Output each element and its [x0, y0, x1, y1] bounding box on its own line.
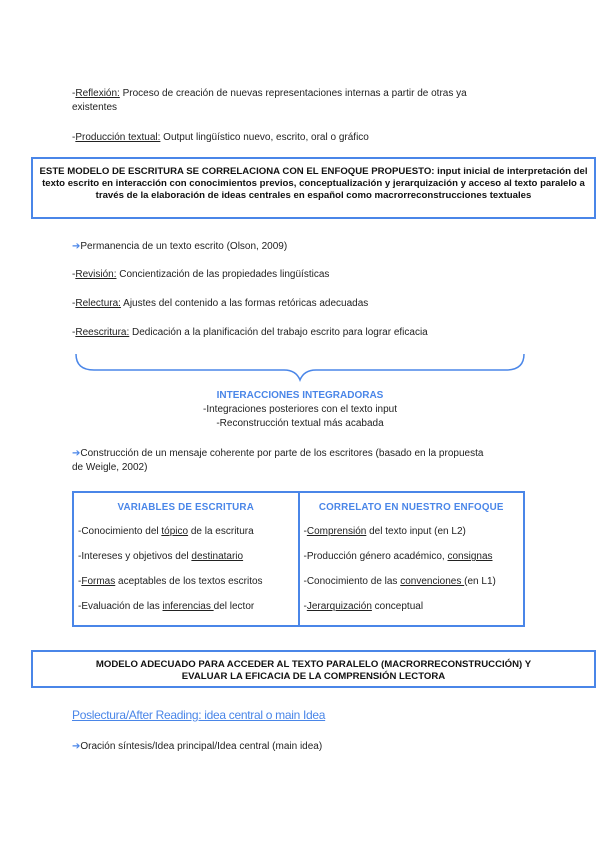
reflexion-paragraph: -Reflexión: Proceso de creación de nuevas representaciones internas a partir de otras ya existentes	[72, 88, 467, 113]
produccion-text: Output lingüístico nuevo, escrito, oral o gráfico	[160, 132, 369, 143]
model-correlation-text: ESTE MODELO DE ESCRITURA SE CORRELACIONA CON EL ENFOQUE PROPUESTO: input inicial de interpretación del texto escrito en interacción con conocimientos previos, conceptualización y jerarquización y acceso al texto paralelo a través de la elaboración de ideas centrales en español como macrorreconstrucciones textuales	[39, 166, 588, 201]
permanencia-text: Permanencia de un texto escrito (Olson, 2009)	[80, 241, 288, 252]
relectura-paragraph: -Relectura: Ajustes del contenido a las formas retóricas adecuadas	[72, 298, 369, 309]
revision-paragraph: -Revisión: Concientización de las propiedades lingüísticas	[72, 269, 330, 280]
variables-header: VARIABLES DE ESCRITURA	[117, 502, 254, 513]
reflexion-term: Reflexión:	[75, 88, 120, 99]
table-row: -Comprensión del texto input (en L2)	[303, 526, 466, 537]
model-correlation-box	[31, 157, 596, 219]
arrow-icon: ➔	[72, 448, 81, 459]
table-row: -Intereses y objetivos del destinatario	[78, 551, 244, 562]
revision-term: Revisión:	[75, 269, 117, 280]
relectura-term: Relectura:	[75, 298, 121, 309]
table-row: -Conocimiento del tópico de la escritura	[78, 526, 254, 537]
interacciones-line1: -Integraciones posteriores con el texto input	[203, 404, 397, 415]
oracion-paragraph	[72, 740, 492, 754]
relectura-text: Ajustes del contenido a las formas retóricas adecuadas	[120, 298, 369, 309]
variables-table	[72, 491, 525, 627]
interacciones-title: INTERACCIONES INTEGRADORAS	[216, 390, 384, 401]
correlato-column	[299, 492, 525, 626]
oracion-text: Oración síntesis/Idea principal/Idea central (main idea)	[80, 741, 323, 752]
model-access-text: MODELO ADECUADO PARA ACCEDER AL TEXTO PARALELO (MACRORRECONSTRUCCIÓN) Y EVALUAR LA EFICACIA DE LA COMPRENSIÓN LECTORA	[95, 659, 532, 682]
reescritura-term: Reescritura:	[75, 327, 130, 338]
table-row: -Conocimiento de las convenciones (en L1)	[303, 576, 496, 587]
arrow-icon: ➔	[72, 241, 81, 252]
produccion-paragraph: -Producción textual: Output lingüístico nuevo, escrito, oral o gráfico	[72, 132, 369, 143]
model-access-box	[31, 650, 596, 688]
table-row: -Formas aceptables de los textos escritos	[78, 576, 263, 587]
reflexion-text: Proceso de creación de nuevas representaciones internas a partir de otras ya existentes	[72, 88, 467, 113]
correlato-header: CORRELATO EN NUESTRO ENFOQUE	[318, 502, 504, 513]
table-row: -Producción género académico, consignas	[303, 551, 493, 562]
interacciones-line2: -Reconstrucción textual más acabada	[216, 418, 384, 429]
reescritura-paragraph: -Reescritura: Dedicación a la planificación del trabajo escrito para lograr eficacia	[72, 327, 428, 338]
produccion-term: Producción textual:	[75, 132, 161, 143]
arrow-icon: ➔	[72, 741, 81, 752]
reescritura-text: Dedicación a la planificación del trabajo escrito para lograr eficacia	[129, 327, 428, 338]
table-row: -Evaluación de las inferencias del lector	[78, 601, 255, 612]
revision-text: Concientización de las propiedades lingüísticas	[116, 269, 330, 280]
construccion-text: Construcción de un mensaje coherente por parte de los escritores (basado en la propuesta de Weigle, 2002)	[72, 448, 484, 473]
variables-column	[73, 492, 299, 626]
poslectura-link[interactable]: Poslectura/After Reading: idea central o main Idea	[72, 708, 326, 722]
permanencia-paragraph	[72, 240, 492, 254]
construccion-paragraph	[72, 447, 492, 475]
table-row: -Jerarquización conceptual	[303, 601, 424, 612]
curly-brace-icon	[74, 352, 527, 382]
